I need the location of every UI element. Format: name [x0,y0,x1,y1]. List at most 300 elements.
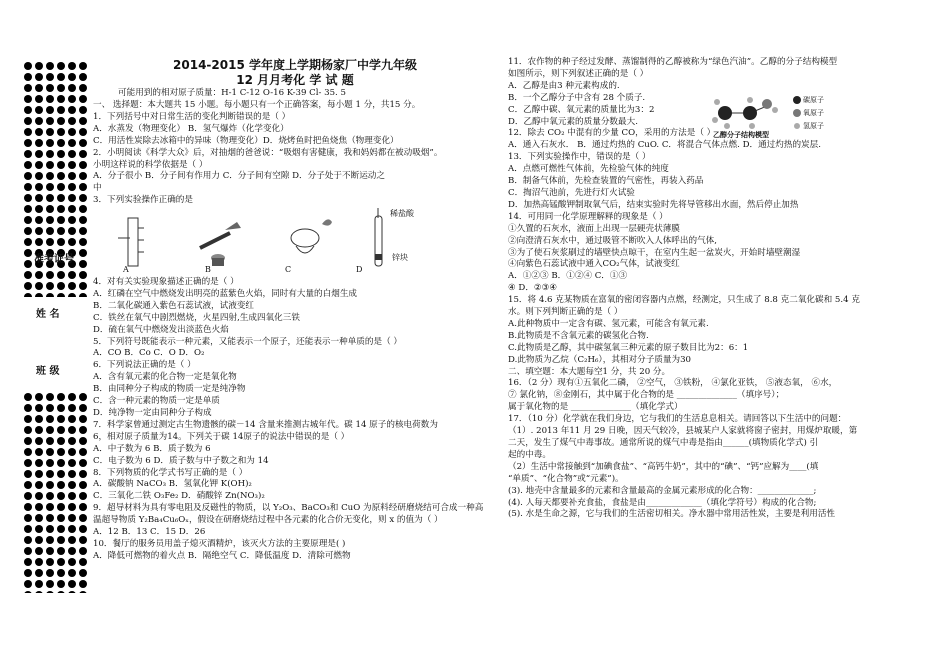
dot [68,591,76,593]
dot [24,227,32,235]
dot [79,194,87,202]
left2-line: 9．超导材料为具有零电阻及反磁性的物质，以 Y₂O₃、BaCO₃和 CuO 为原料经研磨烧结可合成一种高 [93,503,484,514]
fig-label-a: A [123,265,129,274]
dot [79,514,87,522]
right-line: 属于氧化物的是 ______________（填化学式） [508,402,683,413]
dot [24,128,32,136]
right-line: ⑦ 氯化钠，⑧金刚石，其中属于化合物的是 ______________（填序号）； [508,390,785,401]
dot [79,128,87,136]
dot [35,558,43,566]
dot [35,161,43,169]
dot [46,95,54,103]
right-line: （1）. 2013 年11 月 29 日晚，因天气较冷，县城某户人家就将窗子密封，用煤炉取暖，第 [508,426,858,437]
dot [24,84,32,92]
right-line: A．点燃可燃性气体前，先检验气体的纯度 [508,164,669,175]
dot [46,62,54,70]
legend-carbon-dot [793,96,801,104]
right-line: D．乙醇中氧元素的质量分数最大. [508,116,638,127]
dot [57,426,65,434]
dot [79,393,87,401]
q3-figure [100,208,400,278]
dot [57,415,65,423]
dot [46,293,54,297]
left2-line: 10．餐厅的服务员用盖子熄灭酒精炉，该灭火方法的主要原理是( ) [93,538,346,549]
dot [68,558,76,566]
dot [79,459,87,467]
dot [68,139,76,147]
exam-number-label: 准考证号 [34,254,74,265]
dot [79,95,87,103]
right-line: （2）生活中常接触到“加碘食盐”、“高钙牛奶”，其中的“碘”、“钙”应解为____(填 [508,461,819,472]
dot [68,448,76,456]
dot [35,481,43,489]
dot [57,492,65,500]
dot [57,404,65,412]
dot [79,73,87,81]
dot [57,117,65,125]
dot [68,282,76,290]
fig-c-alcohol-lamp [291,219,332,253]
dot [79,503,87,511]
dot [24,503,32,511]
dot [68,128,76,136]
dot [68,404,76,412]
left2-line: A．12 B．13 C．15 D．26 [93,527,206,538]
dot [24,260,32,268]
dot [35,514,43,522]
dot [68,172,76,180]
dot [57,128,65,136]
fig-d-zinc-label: 锌块 [392,253,408,262]
class-label: 班 级 [36,366,60,377]
right-line: ③为了使石灰浆刷过的墙壁快点晾干，在室内生起一盆炭火，开始时墙壁潮湿 [508,247,801,258]
right-line: ①久置的石灰水，液面上出现一层硬壳状薄膜 [508,223,680,234]
dot [46,569,54,577]
dot [68,536,76,544]
dot [24,459,32,467]
dot [68,503,76,511]
dot [68,271,76,279]
left2-line: A．中子数为 6 B．质子数为 6 [93,443,211,454]
dot [57,448,65,456]
dot [68,62,76,70]
dot [68,393,76,401]
dot [57,227,65,235]
dot [35,139,43,147]
dot [57,558,65,566]
dot [46,404,54,412]
right-line: 16．（2 分）现有①五氧化二磷， ②空气， ③铁粉， ④氯化亚铁， ⑤液态氧， ⑥水， [508,378,838,389]
right-line: 15．将 4.6 克某物质在富氧的密闭容器内点燃，经测定，只生成了 8.8 克二氧化碳和 5.4 克 [508,295,860,306]
name-label: 姓 名 [36,309,60,320]
fig-d-test-tube [375,208,382,266]
dot [24,415,32,423]
dot [46,426,54,434]
dot [35,216,43,224]
dot [79,558,87,566]
dot [57,569,65,577]
dot [24,150,32,158]
right-line: 14．可用同一化学原理解释的现象是（ ） [508,211,668,222]
legend-oxygen-dot [793,109,801,117]
dot [46,459,54,467]
dot [35,503,43,511]
right-line: A.此种物质中一定含有碳、氢元素，可能含有氧元素. [508,318,709,329]
dot [35,470,43,478]
dot [24,73,32,81]
dot [46,470,54,478]
right-line: 11．农作物的种子经过发酵、蒸馏制得的乙醇被称为“绿色汽油”。乙醇的分子结构模型 [508,57,838,67]
dot [68,547,76,555]
dot [57,238,65,246]
dot [24,139,32,147]
legend-hydrogen: 氢原子 [803,122,824,130]
dot [57,139,65,147]
right-line: C．乙醇中碳、氧元素的质量比为3：2 [508,104,655,115]
right-line: C.此物质是乙醇，其中碳氢氧三种元素的原子数目比为2：6：1 [508,342,749,353]
dot [35,271,43,279]
dot [79,227,87,235]
dot [68,183,76,191]
dot [79,271,87,279]
dot [46,183,54,191]
dot [57,172,65,180]
left2-line: B．由同种分子构成的物质一定是纯净物 [93,384,246,395]
dot [79,481,87,489]
dot [68,437,76,445]
left1-line: A．分子很小 B．分子间有作用力 C．分子间有空隙 D．分子处于不断运动之 [93,171,385,182]
dot [79,591,87,593]
dot [57,271,65,279]
dot [46,128,54,136]
dot [68,492,76,500]
left2-line: A．碳酸钠 NaCO₃ B．氢氧化钾 K(OH)₂ [93,479,252,490]
left2-line: 7．科学家曾通过测定古生物遗骸的碳－14 含量来推测古城年代。碳 14 原子的核电荷数为 [93,419,438,430]
dot [68,194,76,202]
exam-title [120,58,470,88]
dot [57,282,65,290]
binding-dots-bottom [24,393,88,593]
right-line: B．一个乙醇分子中含有 28 个质子. [508,92,646,103]
left1-line: 3．下列实验操作正确的是 [93,195,193,206]
left1-line: 中 [93,183,102,194]
dot [68,470,76,478]
dot [79,547,87,555]
dot [68,525,76,533]
dot [46,580,54,588]
dot [24,591,32,593]
left2-line: 4．对有关实验现象描述正确的是（ ） [93,277,239,287]
dot [24,580,32,588]
left2-line: A．红磷在空气中燃烧发出明亮的蓝紫色火焰，同时有大量的白烟生成 [93,288,358,299]
dot [24,481,32,489]
fig-label-b: B [205,265,211,274]
dot [35,293,43,297]
dot [57,150,65,158]
dot [35,580,43,588]
dot [57,84,65,92]
dot [68,84,76,92]
dot [46,271,54,279]
dot [68,459,76,467]
dot [68,293,76,297]
right-line: D.此物质为乙烷（C₂H₆），其相对分子质量为30 [508,354,692,365]
dot [57,470,65,478]
dot [57,503,65,511]
dot [79,470,87,478]
left2-line: 温超导物质 Y₂Ba₄Cu₆Oₓ，假设在研磨烧结过程中各元素的化合价无变化，则 x 的值为（ ） [93,515,443,526]
dot [24,558,32,566]
dot [46,415,54,423]
dot [68,216,76,224]
dot [35,536,43,544]
left1-line: A．水蒸发（物理变化） B．氢气爆炸（化学变化） [93,123,289,134]
dot [46,492,54,500]
dot [57,293,65,297]
dot [57,525,65,533]
dot [57,62,65,70]
dot [79,293,87,297]
dot [35,492,43,500]
left-column-top [93,100,442,207]
right-line: (3). 地壳中含量最多的元素和含量最高的金属元素形成的化合物：_____________; [508,485,817,496]
dot [46,161,54,169]
dot [24,249,32,257]
left2-line: C．含一种元素的物质一定是单质 [93,396,220,407]
right-line: 12．除去 CO₂ 中混有的少量 CO，采用的方法是（ ） [508,128,716,139]
right-line: A．乙醇是由3 种元素构成的. [508,80,620,91]
dot [79,404,87,412]
right-line: “单质”、“化合物”或“元素”)。 [508,473,624,484]
dot [35,106,43,114]
left2-line: D．硫在氧气中燃烧发出淡蓝色火焰 [93,324,229,335]
dot [79,525,87,533]
ethanol-molecule [712,97,778,129]
dot [35,183,43,191]
dot [46,591,54,593]
dot [68,205,76,213]
dot [24,525,32,533]
dot [79,437,87,445]
dot [79,117,87,125]
dot [68,150,76,158]
dot [79,249,87,257]
right-line: ④向紫色石蕊试液中通入CO₂气体，试液变红 [508,259,680,270]
dot [68,73,76,81]
dot [24,404,32,412]
dot [24,569,32,577]
dot [79,106,87,114]
dot [68,161,76,169]
dot [57,205,65,213]
dot [79,150,87,158]
dot [57,514,65,522]
dot [57,95,65,103]
right-line: C．掏沼气池前，先进行灯火试验 [508,187,635,198]
dot [35,448,43,456]
left2-line: 8．下列物质的化学式书写正确的是（ ） [93,467,248,478]
right-line: (5). 水是生命之源，它与我们的生活密切相关。净水器中常用活性炭，主要是利用活性 [508,509,836,520]
dot [35,437,43,445]
dot [24,216,32,224]
fig-d-acid-label: 稀盐酸 [390,209,414,218]
dot [46,194,54,202]
dot [35,569,43,577]
dot [24,117,32,125]
dot [79,415,87,423]
dot [24,238,32,246]
dot [79,448,87,456]
fig-a-graduated-cylinder [118,218,144,266]
dot [24,448,32,456]
dot [24,492,32,500]
dot [24,282,32,290]
dot [57,73,65,81]
left2-line: 6，相对原子质量为14。下列关于碳 14原子的说法中错误的是（ ） [93,431,350,442]
right-line: 二天，发生了煤气中毒事故。通常所说的煤气中毒是指由______(填物质化学式) 引 [508,438,819,448]
dot [24,437,32,445]
dot [79,139,87,147]
left1-line: 1．下列括号中对日常生活的变化判断错误的是（ ） [93,111,291,122]
dot [68,238,76,246]
dot [57,194,65,202]
dot [24,172,32,180]
dot [79,536,87,544]
right-line: D．加热高锰酸钾制取氧气后，结束实验时先将导管移出水面，然后停止加热 [508,199,799,210]
legend-carbon: 碳原子 [803,96,824,104]
dot [57,536,65,544]
left2-line: A．CO B．Co C．O D．O₂ [93,348,205,359]
dot [35,426,43,434]
dot [46,525,54,533]
legend-oxygen: 氧原子 [803,109,824,117]
dot [68,106,76,114]
dot [68,569,76,577]
dot [35,73,43,81]
dot [46,481,54,489]
dot [24,393,32,401]
dot [35,128,43,136]
right-line: 水。则下列判断正确的是（ ） [508,307,623,318]
dot [57,437,65,445]
right-line: A．通入石灰水． B．通过灼热的 CuO. C．将混合气体点燃. D．通过灼热的炭层. [508,140,821,151]
dot [79,216,87,224]
dot [24,271,32,279]
dot [24,183,32,191]
dot [68,426,76,434]
dot [46,536,54,544]
dot [57,459,65,467]
left2-line: 6．下列说法正确的是（ ） [93,360,196,371]
dot [57,481,65,489]
dot [46,216,54,224]
dot [79,426,87,434]
dot [46,448,54,456]
dot [35,205,43,213]
dot [46,205,54,213]
dot [46,558,54,566]
dot [79,260,87,268]
dot [35,415,43,423]
dot [35,194,43,202]
dot [79,62,87,70]
right-line: 二、填空题：本大题每空1 分，共 20 分。 [508,366,671,377]
dot [35,459,43,467]
dot [68,580,76,588]
dot [35,150,43,158]
left2-line: B．二氧化碳通入紫色石蕊试液，试液变红 [93,300,255,311]
dot [68,117,76,125]
dot [46,84,54,92]
dot [79,580,87,588]
dot [46,393,54,401]
dot [57,183,65,191]
dot [24,514,32,522]
dot [35,227,43,235]
dot [57,393,65,401]
dot [35,591,43,593]
dot [35,547,43,555]
dot [35,404,43,412]
right-line: ②向澄清石灰水中，通过吸管不断吹入人体呼出的气体, [508,235,717,246]
dot [57,216,65,224]
left2-line: A．降低可燃物的着火点 B．隔绝空气 C．降低温度 D．清除可燃物 [93,550,351,561]
dot [24,95,32,103]
left2-line: C．三氧化二铁 O₃Fe₂ D．硝酸锌 Zn(NO₃)₂ [93,491,265,502]
dot [46,139,54,147]
dot [35,117,43,125]
dot [79,172,87,180]
dot [24,205,32,213]
dot [79,161,87,169]
dot [24,106,32,114]
dot [46,172,54,180]
left2-line: A．含有氧元素的化合物一定是氧化物 [93,372,237,383]
dot [35,393,43,401]
dot [35,95,43,103]
dot [24,547,32,555]
left1-line: C．用活性炭除去冰箱中的异味（物理变化）D．烧烤鱼时把鱼烧焦（物理变化） [93,135,399,146]
dot [46,150,54,158]
title-line-2: 12 月月考化 学 试 题 [236,73,354,87]
left1-line: 小明这样说的科学依据是（ ） [93,159,208,170]
dot [57,161,65,169]
fig-label-d: D [356,265,363,274]
dot [79,569,87,577]
left2-line: C．铁丝在氧气中剧烈燃烧，火星四射,生成四氧化三铁 [93,312,300,323]
dot [57,106,65,114]
right-line: 如图所示，则下列叙述正确的是（ ） [508,68,649,79]
dot [79,282,87,290]
dot [46,282,54,290]
dot [57,580,65,588]
dot [57,591,65,593]
right-line: 起的中毒。 [508,449,551,460]
dot [79,492,87,500]
dot [46,117,54,125]
dot [79,238,87,246]
dot [24,470,32,478]
right-line: B．制备气体前，先检查装置的气密性，再装入药品 [508,176,704,187]
dot [46,73,54,81]
dot [79,205,87,213]
dot [46,106,54,114]
left2-line: C．电子数为 6 D．质子数与中子数之和为 14 [93,455,269,466]
dot [35,172,43,180]
dot [35,238,43,246]
dot [35,62,43,70]
dot [24,62,32,70]
